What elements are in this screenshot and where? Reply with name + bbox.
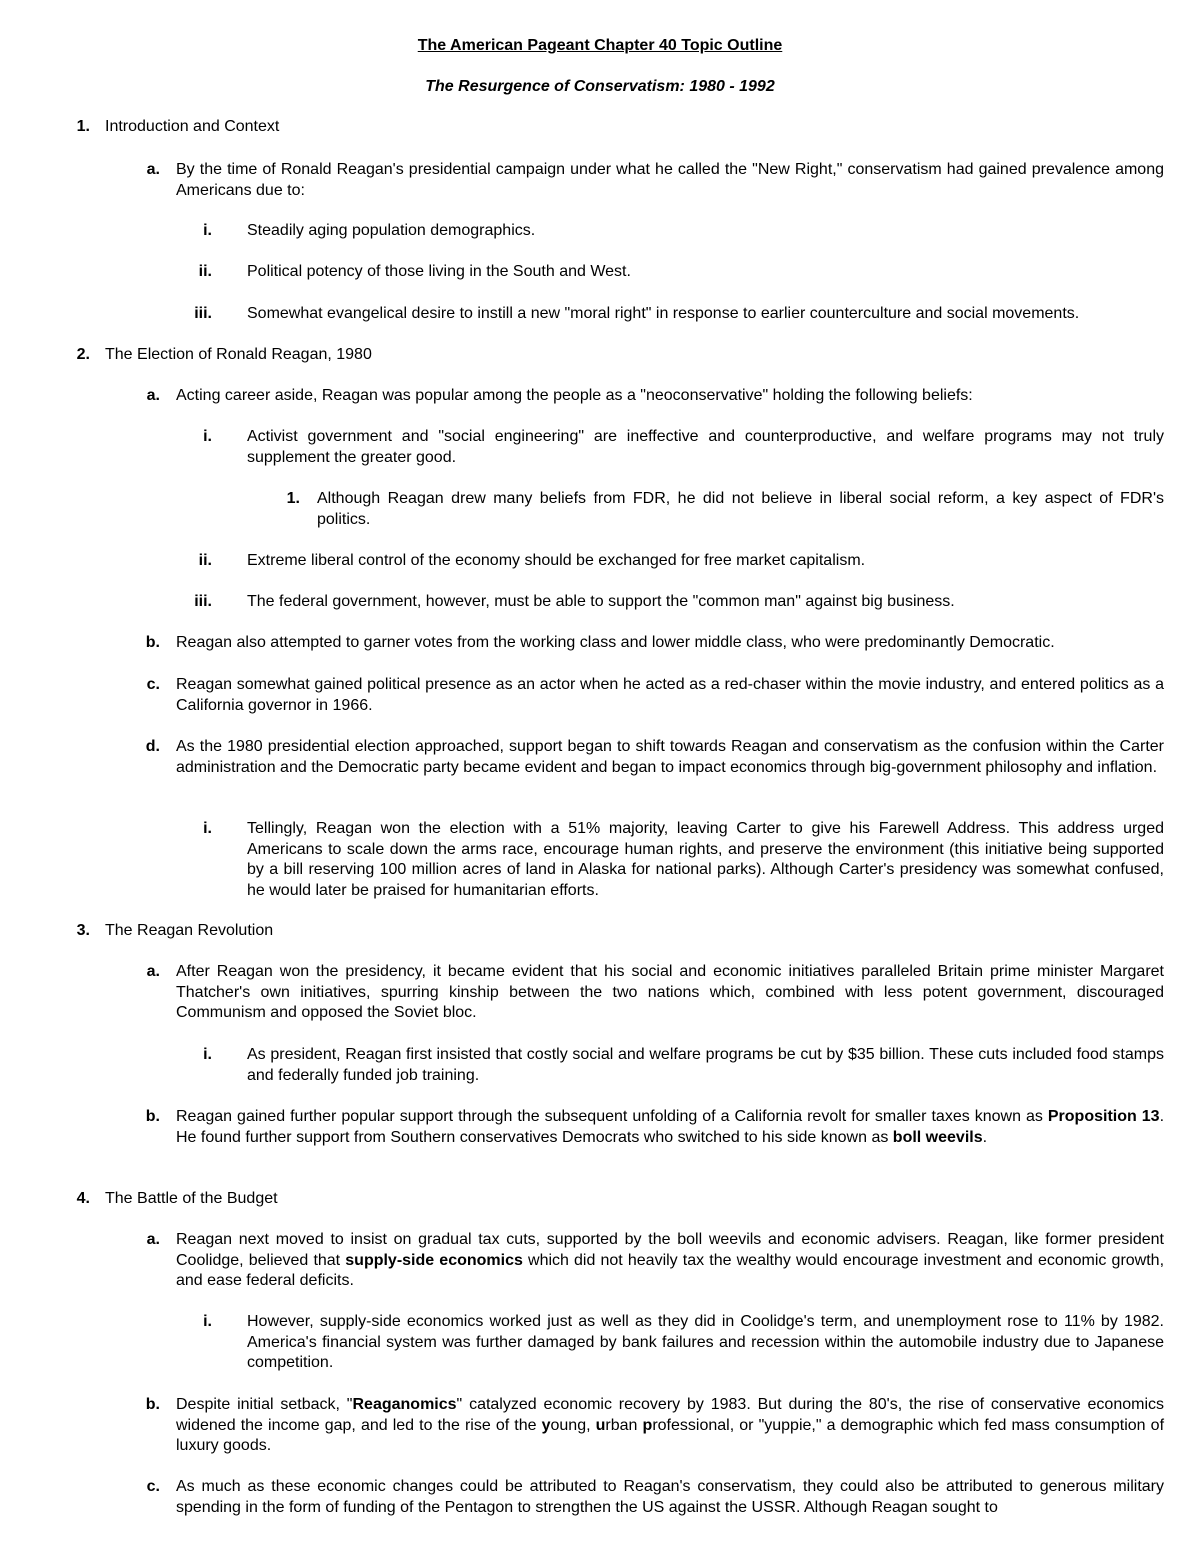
- outline-item: As the 1980 presidential election approached, support began to shift towards Reagan and conservatism as the confusion within the Carter administration and the Democratic party became evident and began to impact economics through big-government philosophy and inflation.: [176, 738, 1164, 776]
- text-run: which did not heavily tax the wealthy would encourage investment and economic growth, and ease federal deficits.: [176, 1251, 1165, 1289]
- text-run: oung,: [550, 1416, 596, 1434]
- outline-item: Steadily aging population demographics.: [247, 222, 536, 239]
- item-marker: 1.: [286, 490, 300, 507]
- text-run: Despite initial setback, ": [176, 1396, 353, 1413]
- outline-item: Political potency of those living in the South and West.: [247, 263, 631, 280]
- bold-letter: u: [595, 1416, 606, 1434]
- outline-item: Reagan also attempted to garner votes from the working class and lower middle class, who were predominantly Democratic.: [176, 634, 1055, 651]
- item-marker: b.: [145, 634, 160, 651]
- outline-item: [176, 1230, 1164, 1292]
- bold-letter: p: [642, 1416, 653, 1434]
- outline-item: [176, 1395, 1164, 1457]
- section-heading: The Reagan Revolution: [105, 922, 274, 939]
- section-number: 3.: [76, 922, 90, 939]
- text-run: Reagan gained further popular support through the subsequent unfolding of a California revolt for smaller taxes known as: [176, 1108, 1048, 1125]
- item-marker: a.: [146, 387, 160, 404]
- section-heading: The Election of Ronald Reagan, 1980: [105, 346, 372, 363]
- text-run: " catalyzed economic recovery by 1983. But during the 80's, the rise of conservative economics widened the income gap, and led to the rise of the: [176, 1396, 1165, 1434]
- item-marker: b.: [145, 1108, 160, 1125]
- text-run: Reagan next moved to insist on gradual tax cuts, supported by the boll weevils and economic advisers. Reagan, like former president Coolidge, believed that: [176, 1231, 1164, 1269]
- section-heading: Introduction and Context: [105, 118, 280, 135]
- bold-term: supply-side economics: [345, 1251, 523, 1269]
- outline-item: Extreme liberal control of the economy should be exchanged for free market capitalism.: [247, 552, 866, 569]
- item-marker: c.: [146, 1478, 160, 1495]
- item-marker: ii.: [198, 263, 212, 280]
- text-run: rofessional, or "yuppie," a demographic which fed mass consumption of luxury goods.: [176, 1416, 1165, 1454]
- item-marker: i.: [203, 820, 212, 837]
- text-run: . He found further support from Southern conservatives Democrats who switched to his side known as: [176, 1108, 1165, 1146]
- outline-item: After Reagan won the presidency, it became evident that his social and economic initiatives paralleled Britain prime minister Margaret Thatcher's own initiatives, spurring kinship between the two nations which, combined with less potent government, discouraged Communism and opposed the Soviet bloc.: [176, 963, 1164, 1021]
- item-marker: iii.: [194, 593, 212, 610]
- outline-item: The federal government, however, must be able to support the "common man" against big business.: [247, 593, 955, 610]
- outline-item: [176, 1107, 1164, 1148]
- section-number: 2.: [76, 346, 90, 363]
- outline-item: As president, Reagan first insisted that costly social and welfare programs be cut by $35 billion. These cuts included food stamps and federally funded job training.: [247, 1046, 1164, 1084]
- item-marker: ii.: [198, 552, 212, 569]
- outline-item: Reagan somewhat gained political presence as an actor when he acted as a red-chaser within the movie industry, and entered politics as a California governor in 1966.: [176, 676, 1164, 714]
- bold-term: boll weevils: [892, 1128, 983, 1146]
- outline-item: By the time of Ronald Reagan's presidential campaign under what he called the "New Right," conservatism had gained prevalence among Americans due to:: [176, 161, 1164, 199]
- outline-item: Acting career aside, Reagan was popular among the people as a "neoconservative" holding the following beliefs:: [176, 387, 973, 404]
- item-marker: iii.: [194, 305, 212, 322]
- item-marker: i.: [203, 222, 212, 239]
- item-marker: a.: [146, 161, 160, 178]
- item-marker: b.: [145, 1396, 160, 1413]
- item-marker: d.: [145, 738, 160, 755]
- item-marker: i.: [203, 428, 212, 445]
- document-subtitle: The Resurgence of Conservatism: 1980 - 1992: [425, 78, 775, 95]
- outline-item: Tellingly, Reagan won the election with a 51% majority, leaving Carter to give his Farewell Address. This address urged Americans to scale down the arms race, encourage human rights, and preserve the environment (this initiative being supported by a bill reserving 100 million acres of land in Alaska for national parks). Although Carter's presidency was somewhat confused, he would later be praised for humanitarian efforts.: [247, 820, 1164, 899]
- section-number: 1.: [76, 118, 90, 135]
- outline-item: Activist government and "social engineering" are ineffective and counterproductive, and welfare programs may not truly supplement the greater good.: [247, 428, 1164, 466]
- outline-item: Although Reagan drew many beliefs from FDR, he did not believe in liberal social reform, a key aspect of FDR's politics.: [317, 490, 1164, 528]
- item-marker: i.: [203, 1313, 212, 1330]
- document-title: The American Pageant Chapter 40 Topic Outline: [417, 37, 783, 54]
- text-run: rban: [605, 1416, 643, 1434]
- section-number: 4.: [76, 1190, 90, 1207]
- item-marker: a.: [146, 1231, 160, 1248]
- item-marker: i.: [203, 1046, 212, 1063]
- text-run: .: [982, 1128, 988, 1146]
- outline-item: Somewhat evangelical desire to instill a new "moral right" in response to earlier counterculture and social movements.: [247, 305, 1080, 322]
- bold-letter: y: [541, 1416, 551, 1434]
- item-marker: a.: [146, 963, 160, 980]
- outline-item: As much as these economic changes could be attributed to Reagan's conservatism, they could also be attributed to generous military spending in the form of funding of the Pentagon to strengthen the US against the USSR. Although Reagan sought to: [176, 1478, 1164, 1516]
- bold-term: Reaganomics: [352, 1396, 457, 1413]
- section-heading: The Battle of the Budget: [105, 1190, 278, 1207]
- outline-item: However, supply-side economics worked just as well as they did in Coolidge's term, and unemployment rose to 11% by 1982. America's financial system was further damaged by bank failures and recession within the automobile industry due to Japanese competition.: [247, 1313, 1164, 1371]
- bold-term: Proposition 13: [1047, 1108, 1160, 1125]
- item-marker: c.: [146, 676, 160, 693]
